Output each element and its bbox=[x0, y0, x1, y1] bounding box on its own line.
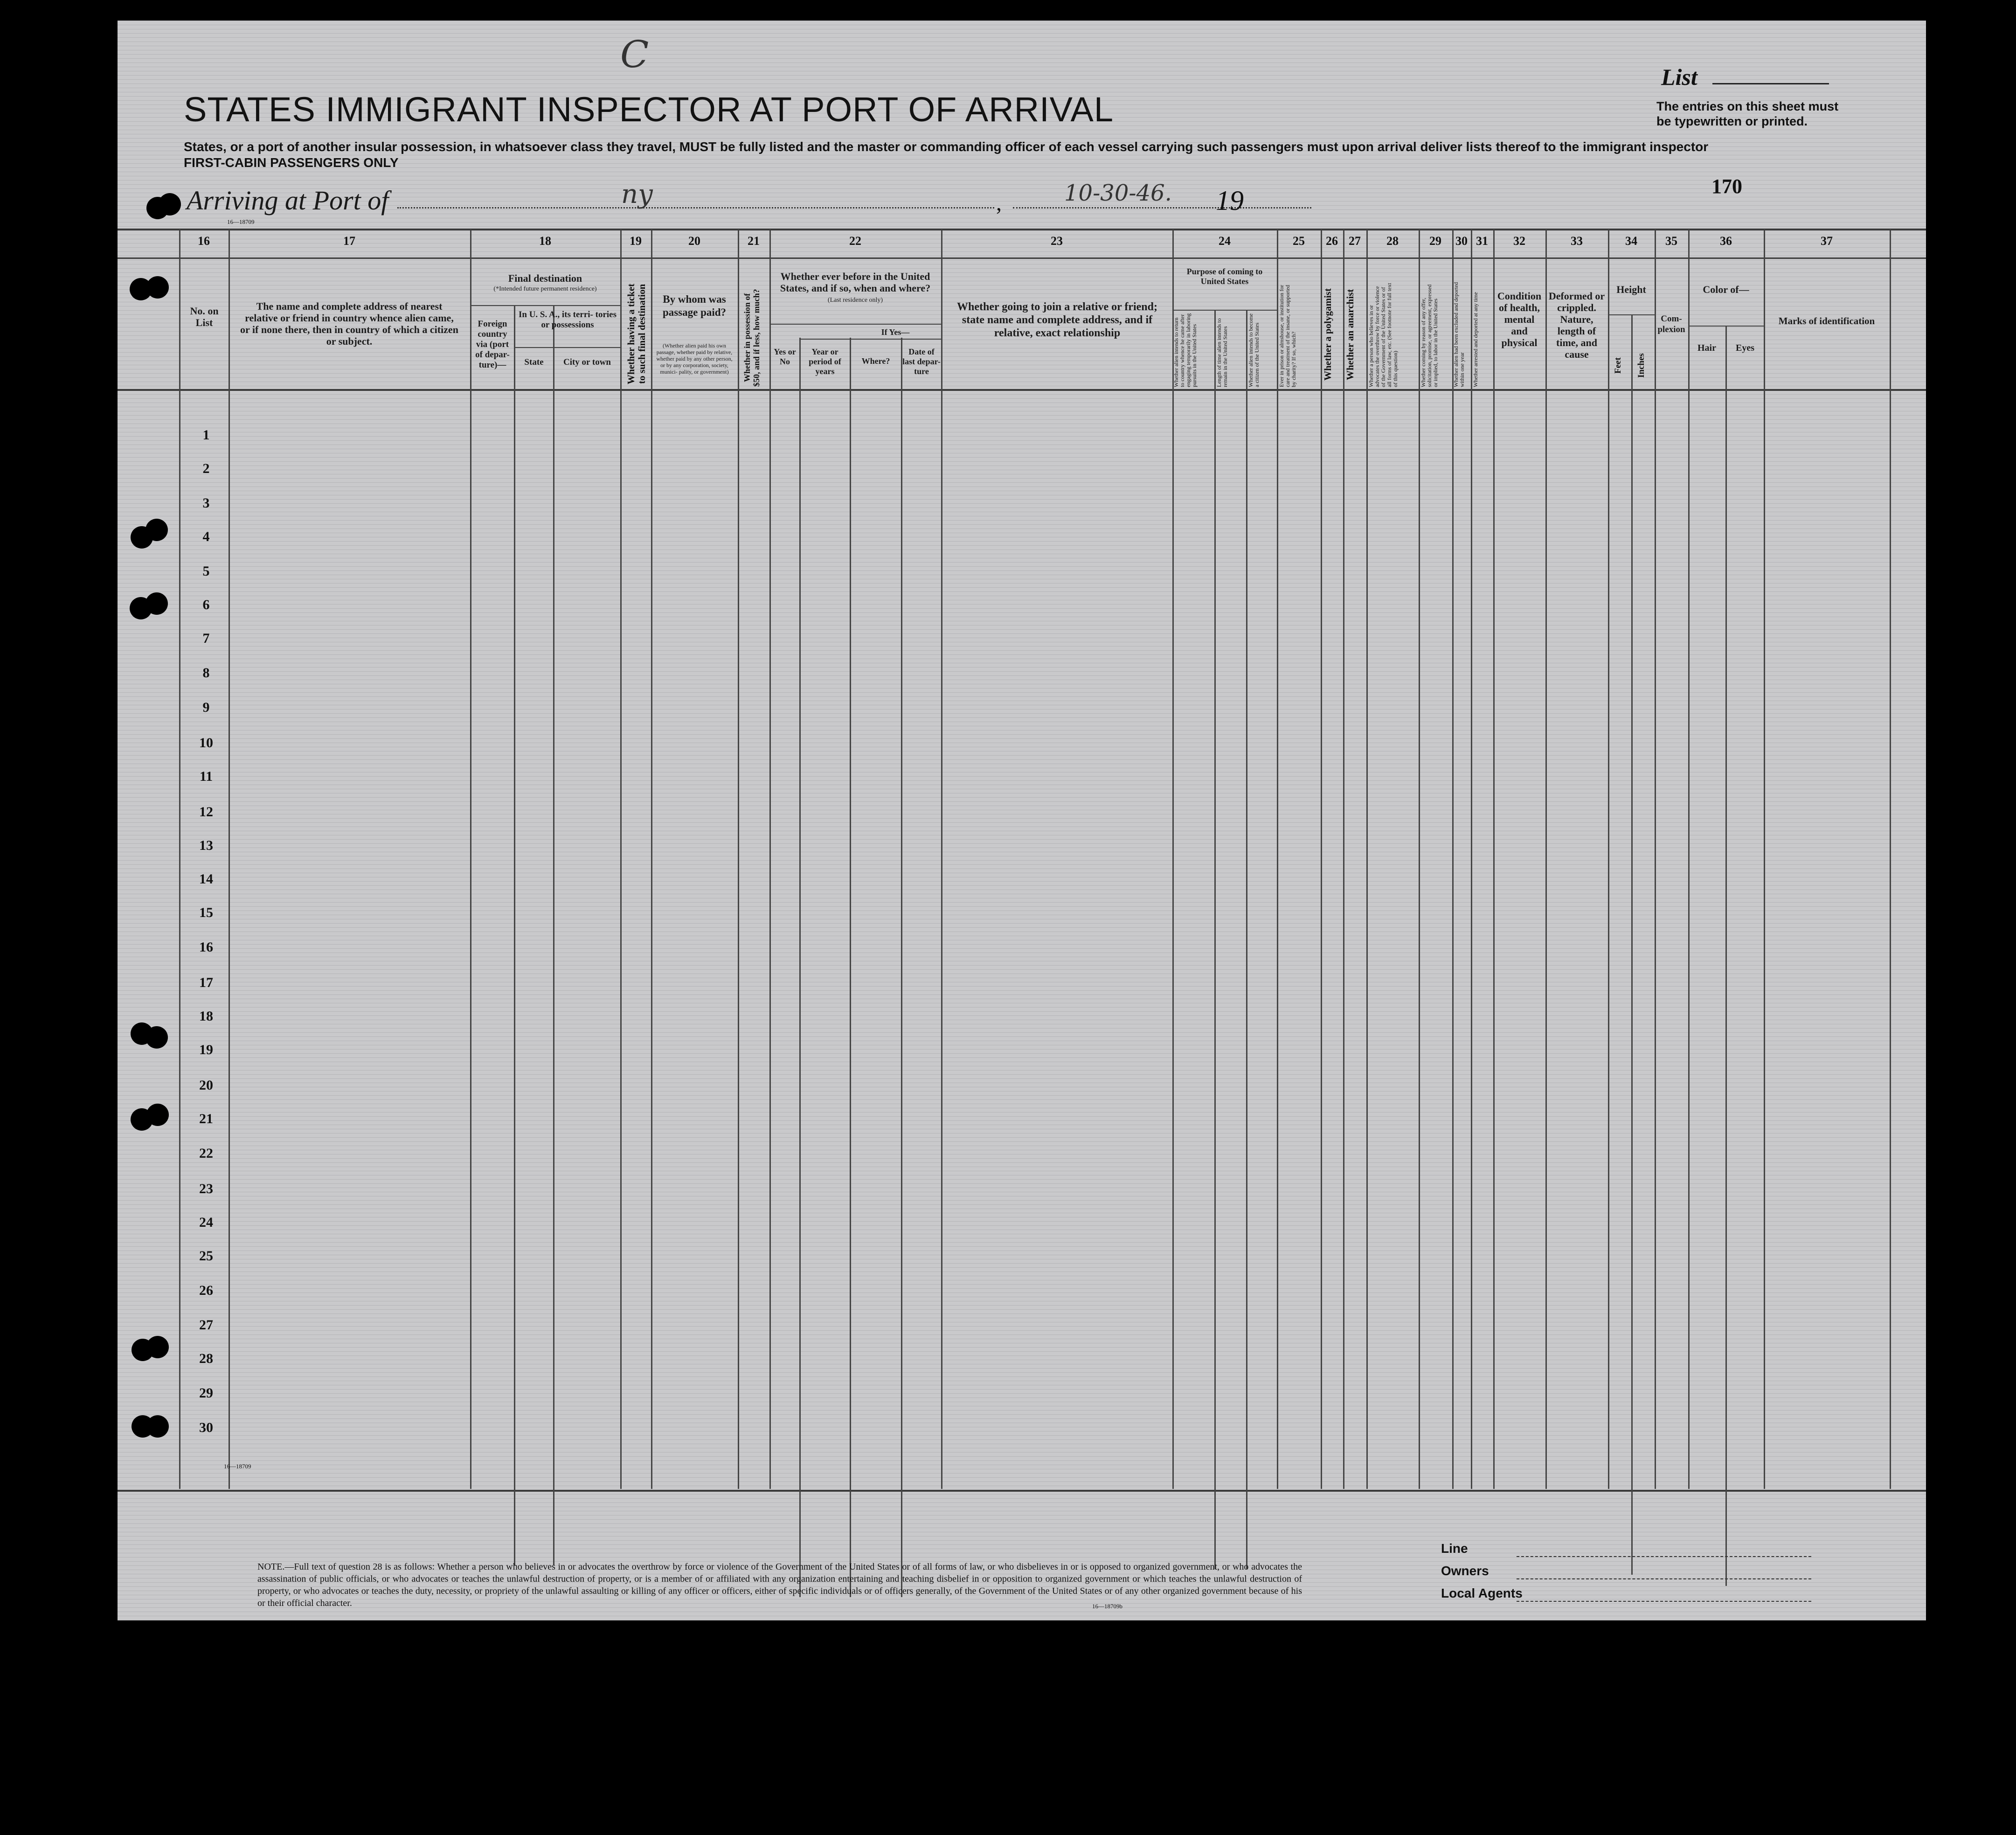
row-number: 3 bbox=[202, 495, 210, 511]
form-title: STATES IMMIGRANT INSPECTOR AT PORT OF ARRIVAL bbox=[184, 90, 1114, 129]
row-number: 12 bbox=[199, 804, 213, 820]
punch-hole bbox=[146, 1104, 169, 1126]
header-foreign-country: Foreign country via (port of depar- ture)— bbox=[475, 319, 510, 370]
header-date-departure: Date of last depar- ture bbox=[902, 347, 941, 376]
col-number: 37 bbox=[1821, 234, 1833, 248]
row-number: 20 bbox=[199, 1077, 213, 1093]
row-number: 21 bbox=[199, 1111, 213, 1126]
col-number: 33 bbox=[1571, 234, 1583, 248]
row-number: 22 bbox=[199, 1146, 213, 1161]
header-deformed: Deformed or crippled. Nature, length of time, and cause bbox=[1548, 290, 1605, 360]
header-color-of: Color of— bbox=[1703, 284, 1749, 295]
row-number: 8 bbox=[202, 665, 210, 681]
row-number: 26 bbox=[199, 1283, 213, 1298]
row-number: 13 bbox=[199, 838, 213, 853]
entries-notice: The entries on this sheet must be typewritten or printed. bbox=[1656, 99, 1839, 128]
header-arrested: Whether arrested and deported at any time bbox=[1472, 292, 1479, 387]
row-number: 1 bbox=[202, 427, 210, 443]
row-number: 23 bbox=[199, 1181, 213, 1196]
header-in-usa: In U. S. A., its terri- tories or possessions bbox=[518, 310, 617, 330]
punch-hole bbox=[145, 592, 168, 615]
col-number: 26 bbox=[1326, 234, 1338, 248]
row-number: 11 bbox=[199, 769, 213, 784]
page-number: 170 bbox=[1711, 175, 1742, 198]
header-yes-no: Yes or No bbox=[774, 347, 796, 366]
row-number: 7 bbox=[202, 631, 210, 646]
row-number: 24 bbox=[199, 1215, 213, 1230]
row-number: 17 bbox=[199, 975, 213, 990]
row-number: 5 bbox=[202, 563, 210, 579]
date-value: 10-30-46. bbox=[1064, 180, 1172, 206]
header-ever-before: Whether ever before in the United States, and if so, when and where? bbox=[780, 271, 931, 294]
port-value: ny bbox=[621, 179, 653, 209]
passenger-class: FIRST-CABIN PASSENGERS ONLY bbox=[184, 155, 399, 170]
header-hair: Hair bbox=[1697, 343, 1716, 353]
row-number: 15 bbox=[199, 905, 213, 920]
header-where: Where? bbox=[861, 356, 890, 366]
manifest-sheet: C STATES IMMIGRANT INSPECTOR AT PORT OF ARRIVAL List The entries on this sheet must be typewritten or printed. States, or a port of another insular possession, in whatsoever class they travel, MUST be fully listed and the master or commanding officer of each vessel carrying such passengers must upon arrival deliver lists thereof to the immigrant inspector FIRST-CABIN PASSENGERS ONLY Arriving at Port of ny , 10-30-46. 19 170 16—18709 16 17 18 19 20 21 22 23 24 25 26 27 28 29 30 31 32 33 34 35 36 37 No. on List The name and complete address of nearest relative or friend in country whence alien came, or if none there, then in country of which a citizen or subject. Final destination (*Intended future permanent residence) Foreign country via (port of depar- ture)— In U. S. A., its terri- tories or possessions State City or town Whether having a ticket to such final destination By whom was passage paid? (Whether alien paid his own passage, whether paid by relative, whether paid by any other person, or by any corporation, society, munici- pality, or government) Whether in possession of $50, and if less, how much? Whether ever before in the United States, and if so, when and where? (Last residence only) If Yes— Yes or No Year or period of years Where? Date of last depar- ture Whether going to join a relative or friend; state name and complete address, and if relative, exact relationship Purpose of coming to United States Whether alien intends to return to country whence he came after engaging temporarily in laboring pursuits in the United States Length of time alien intends to remain in the United States Whether alien intends to become a citizen of the United States Ever in prison or almshouse, or institution for care and treatment of the insane, or supported by charity? If so, which? Whether a polygamist Whether an anarchist Whether a person who believes in or advocates the overthrow by force or violence of the Government of the United States or of all forms of law, etc. (See footnote for full text of this question) Whether coming by reason of any offer, solicitation, promise, or agreement, expressed or implied, to labor in the United States Whether alien had been excluded and deported within one year Whether arrested and deported at any time Condition of health, mental and physical Deformed or crippled. Nature, length of time, and cause Height Feet Inches Com- plexion Color of— Hair Eyes Marks of identification 1 2 3 4 5 6 7 8 9 10 11 12 13 14 15 16 17 18 19 20 21 22 23 24 25 26 27 28 29 30 16—18709 NOTE.—Full text of question 28 is as follows: Whether a person who believes in or advocates the overthrow by force or violence of the Government of the United States or of all forms of law, or who disbelieves in or is opposed to organized government, or who advocates the assassination of public officials, or who advocates or teaches the unlawful destruction of property, or is a member of or affiliated with any organization entertaining and teaching disbelief in or opposition to organized government or which teaches the unlawful destruction of property, or who advocates or teaches the duty, necessity, or propriety of the unlawful assaulting or killing of any officer or officers, either of specific individuals or of officers generally, of the Government of the United States or of any other organized government because of his or their official character. 16—18709b Line Owners Local Agents bbox=[118, 21, 1926, 1620]
line-label: Line bbox=[1441, 1541, 1468, 1556]
owners-field bbox=[1517, 1578, 1811, 1579]
header-passage-paid-sub: (Whether alien paid his own passage, whether paid by relative, whether paid by any other person, or by any corporation, society, munici- pality, or government) bbox=[656, 342, 733, 375]
local-agents-label: Local Agents bbox=[1441, 1586, 1523, 1600]
header-years: Year or period of years bbox=[809, 347, 841, 376]
header-city: City or town bbox=[563, 357, 611, 367]
punch-hole bbox=[159, 193, 181, 215]
list-number-line bbox=[1712, 83, 1829, 84]
col-number: 21 bbox=[748, 234, 760, 248]
form-code: 16—18709 bbox=[227, 218, 255, 225]
header-labor-offer: Whether coming by reason of any offer, solicitation, promise, or agreement, expressed or implied, to labor in the United States bbox=[1420, 284, 1439, 387]
year-prefix: 19 bbox=[1216, 185, 1244, 216]
col-number: 25 bbox=[1293, 234, 1305, 248]
date-line bbox=[1013, 207, 1311, 209]
row-number: 9 bbox=[202, 700, 210, 715]
header-anarchist: Whether an anarchist bbox=[1344, 289, 1356, 380]
punch-hole bbox=[145, 1026, 168, 1049]
list-label: List bbox=[1661, 64, 1697, 90]
header-marks: Marks of identification bbox=[1778, 315, 1875, 327]
col-number: 18 bbox=[539, 234, 551, 248]
header-height: Height bbox=[1616, 284, 1646, 295]
table-bottom-rule bbox=[118, 1490, 1926, 1492]
header-purpose-return: Whether alien intends to return to country whence he came after engaging temporarily in laboring pursuits in the United States bbox=[1173, 313, 1198, 387]
col-number: 29 bbox=[1429, 234, 1441, 248]
row-number: 30 bbox=[199, 1420, 213, 1435]
row-number: 4 bbox=[202, 529, 210, 544]
header-purpose-citizen: Whether alien intends to become a citizen of the United States bbox=[1247, 313, 1260, 387]
header-no-on-list: No. on List bbox=[190, 305, 219, 328]
header-complexion: Com- plexion bbox=[1657, 314, 1685, 334]
punch-hole bbox=[146, 276, 169, 299]
header-inches: Inches bbox=[1636, 353, 1646, 378]
header-state: State bbox=[524, 357, 544, 367]
col-number: 24 bbox=[1219, 234, 1231, 248]
header-ticket: Whether having a ticket to such final destination bbox=[625, 283, 647, 385]
col-number: 22 bbox=[849, 234, 861, 248]
row-number: 14 bbox=[199, 871, 213, 887]
row-number: 6 bbox=[202, 597, 210, 612]
row-number: 19 bbox=[199, 1042, 213, 1057]
row-number: 16 bbox=[199, 939, 213, 955]
header-polygamist: Whether a polygamist bbox=[1322, 288, 1333, 381]
local-agents-field bbox=[1517, 1601, 1811, 1602]
footnote: NOTE.—Full text of question 28 is as follows: Whether a person who believes in or advocates the overthrow by force or violence of the Government of the United States or of all forms of law, or who disbelieves in or is opposed to organized government, or who advocates the assassination of public officials, or who advocates or teaches the unlawful destruction of property, or is a member of or affiliated with any organization entertaining and teaching disbelief in or opposition to organized government or which teaches the unlawful destruction of property, or who advocates or teaches the duty, necessity, or propriety of the unlawful assaulting or killing of any officer or officers, either of specific individuals or of officers generally, of the Government of the United States or of any other organized government because of his or their official character. bbox=[257, 1562, 1302, 1608]
header-final-destination-sub: (*Intended future permanent residence) bbox=[493, 285, 597, 292]
col-number: 30 bbox=[1455, 234, 1468, 248]
row-number: 2 bbox=[202, 461, 210, 476]
arriving-label: Arriving at Port of bbox=[187, 185, 389, 215]
col-number: 34 bbox=[1625, 234, 1637, 248]
header-excluded: Whether alien had been excluded and deported within one year bbox=[1453, 282, 1465, 387]
header-purpose: Purpose of coming to United States bbox=[1186, 267, 1263, 286]
col-number: 36 bbox=[1720, 234, 1732, 248]
punch-hole bbox=[146, 1336, 169, 1358]
row-number: 29 bbox=[199, 1385, 213, 1401]
header-feet: Feet bbox=[1613, 357, 1623, 374]
col-number: 28 bbox=[1386, 234, 1399, 248]
header-join-relative: Whether going to join a relative or friend; state name and complete address, and if relative, exact relationship bbox=[957, 301, 1157, 339]
header-last-residence: (Last residence only) bbox=[827, 297, 883, 304]
col-number: 17 bbox=[343, 234, 355, 248]
handwritten-mark: C bbox=[620, 33, 649, 76]
col-number: 20 bbox=[688, 234, 700, 248]
col-number: 35 bbox=[1665, 234, 1677, 248]
row-number: 28 bbox=[199, 1351, 213, 1366]
line-field bbox=[1517, 1556, 1811, 1557]
row-number: 25 bbox=[199, 1248, 213, 1264]
header-nearest-relative: The name and complete address of nearest relative or friend in country whence alien came, or if none there, then in country of which a citizen or subject. bbox=[240, 300, 458, 347]
port-line bbox=[397, 207, 994, 209]
owners-label: Owners bbox=[1441, 1564, 1489, 1578]
header-eyes: Eyes bbox=[1736, 343, 1754, 353]
row-number: 10 bbox=[199, 735, 213, 751]
col-number: 32 bbox=[1513, 234, 1525, 248]
punch-hole bbox=[145, 519, 168, 541]
col-number: 27 bbox=[1349, 234, 1361, 248]
instruction-text: States, or a port of another insular possession, in whatsoever class they travel, MUST be fully listed and the master or commanding officer of each vessel carrying such passengers must upon arrival deliver lists thereof to the immigrant inspector FIRST-CABIN PASSENGERS ONLY bbox=[184, 139, 1723, 171]
header-final-destination: Final destination bbox=[508, 272, 582, 284]
form-code: 16—18709b bbox=[1092, 1603, 1122, 1610]
header-purpose-length: Length of time alien intends to remain in the United States bbox=[1216, 318, 1228, 387]
header-health: Condition of health, mental and physical bbox=[1497, 290, 1542, 348]
col-number: 16 bbox=[198, 234, 210, 248]
header-question-28: Whether a person who believes in or advocates the overthrow by force or violence of the Government of the United States or of all forms of law, etc. (See footnote for full text of this question) bbox=[1368, 283, 1399, 387]
col-number: 23 bbox=[1051, 234, 1063, 248]
punch-hole bbox=[146, 1415, 169, 1438]
col-number: 31 bbox=[1476, 234, 1488, 248]
form-code: 16—18709 bbox=[224, 1463, 251, 1470]
row-number: 27 bbox=[199, 1317, 213, 1333]
header-prison: Ever in prison or almshouse, or institution for care and treatment of the insane, or supported by charity? If so, which? bbox=[1278, 285, 1297, 387]
row-number: 18 bbox=[199, 1008, 213, 1024]
col-number: 19 bbox=[630, 234, 642, 248]
header-if-yes: If Yes— bbox=[881, 327, 910, 337]
header-possession-50: Whether in possession of $50, and if less, how much? bbox=[742, 289, 761, 387]
header-passage-paid: By whom was passage paid? bbox=[662, 293, 727, 318]
